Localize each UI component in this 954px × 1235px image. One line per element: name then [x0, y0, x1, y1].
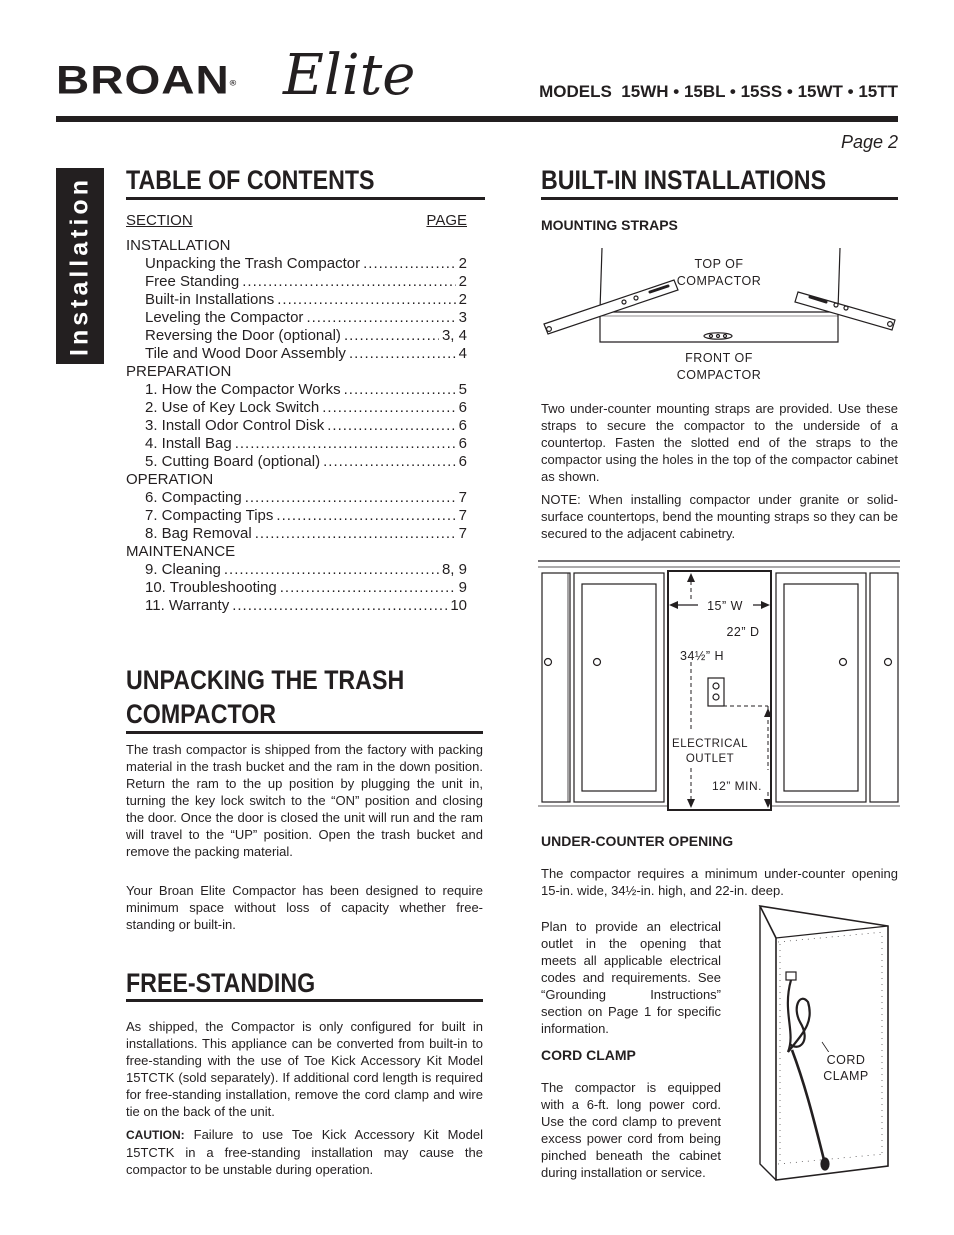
label-front-of-compactor: [660, 350, 778, 383]
toc-section-heading: INSTALLATION: [126, 237, 231, 254]
toc-entry-page: 9: [458, 579, 467, 596]
toc-entry: [126, 345, 467, 363]
toc-entry: [126, 561, 467, 579]
dimension-depth: 22” D: [726, 625, 760, 639]
toc-entry: [126, 381, 467, 399]
models-line: MODELS 15WH • 15BL • 15SS • 15WT • 15TT: [539, 82, 898, 101]
unpacking-title-line2: COMPACTOR: [126, 699, 277, 729]
toc-leader-dots: [344, 381, 456, 399]
toc-entry-page: 6: [458, 417, 467, 434]
toc-leader-dots: [232, 597, 447, 615]
page-number: Page 2: [840, 132, 898, 152]
toc-entry-page: 5: [458, 381, 467, 398]
toc-entry-page: 6: [458, 453, 467, 470]
outlet-label-line2: OUTLET: [685, 753, 735, 765]
toc-leader-dots: [245, 489, 456, 507]
toc-leader-dots: [242, 273, 455, 291]
toc-entry-title: 9. Cleaning: [145, 561, 221, 578]
toc-entry-title: Unpacking the Trash Compactor: [145, 255, 361, 272]
toc-entry-page: 2: [458, 255, 467, 272]
caution-label: CAUTION:: [126, 1128, 185, 1142]
toc-entry: [126, 327, 467, 345]
toc-entry: [126, 525, 467, 543]
toc-entry: [126, 597, 467, 615]
left-cabinet: [542, 573, 664, 802]
toc-leader-dots: [306, 309, 455, 327]
table-of-contents: [126, 212, 467, 615]
left-mounting-strap: [544, 280, 678, 334]
toc-entry-page: 4: [458, 345, 467, 362]
cord-clamp-heading: CORD CLAMP: [541, 1047, 636, 1063]
right-mounting-strap: [795, 292, 895, 330]
toc-entry-page: 6: [458, 435, 467, 452]
compactor-back-diagram: [752, 902, 898, 1184]
toc-entry-title: Built-in Installations: [145, 291, 275, 308]
toc-entry: [126, 273, 467, 291]
toc-entry-page: 7: [458, 489, 467, 506]
header-rule: [56, 116, 898, 122]
toc-leader-dots: [224, 561, 439, 579]
toc-entry-page: 2: [458, 273, 467, 290]
toc-leader-dots: [255, 525, 456, 543]
section-side-tab: [56, 168, 104, 364]
toc-entry-title: 5. Cutting Board (optional): [145, 453, 321, 470]
toc-leader-dots: [363, 255, 456, 273]
label-cord-clamp: [816, 1052, 876, 1084]
toc-entry: [126, 507, 467, 525]
toc-entry-title: 7. Compacting Tips: [145, 507, 274, 524]
mounting-straps-heading: MOUNTING STRAPS: [541, 217, 678, 233]
label-front-line2: COMPACTOR: [676, 368, 762, 382]
toc-leader-dots: [277, 291, 455, 309]
toc-entry-page: 6: [458, 399, 467, 416]
toc-entry: [126, 417, 467, 435]
toc-entry: [126, 435, 467, 453]
toc-entry: [126, 489, 467, 507]
toc-entry: [126, 291, 467, 309]
toc-entry-page: 3: [458, 309, 467, 326]
toc-entry: [126, 399, 467, 417]
toc-leader-dots: [280, 579, 456, 597]
label-front-line1: FRONT OF: [685, 351, 753, 365]
toc-entry-title: 3. Install Odor Control Disk: [145, 417, 325, 434]
elite-logo: Elite: [283, 43, 416, 108]
toc-entry: [126, 309, 467, 327]
toc-leader-dots: [235, 435, 456, 453]
built-in-title: BUILT-IN INSTALLATIONS: [541, 165, 827, 195]
caution-paragraph: [126, 1126, 483, 1178]
toc-title-rule: [126, 197, 485, 200]
unpacking-paragraph-1: The trash compactor is shipped from the factory with packing material in the trash bucket and the ram in the down position. Return the ram to the up position by plugging the unit in, turning the key lock switch to the “ON” position and closing the door. Once the door is closed the unit will run and the ram will travel to the “UP” position. Open the trash bucket and remove the packing material.: [126, 742, 483, 859]
built-in-title-rule: [541, 197, 898, 200]
cord-clamp-paragraph: The compactor is equipped with a 6-ft. long power cord. Use the cord clamp to prevent excess power cord from being pinched beneath the cabinet during installation or service.: [541, 1080, 721, 1180]
toc-entry-page: 7: [458, 525, 467, 542]
toc-title: TABLE OF CONTENTS: [126, 165, 375, 195]
toc-entry-page: 8, 9: [441, 561, 467, 578]
clamp-label-line1: CORD: [826, 1053, 866, 1067]
toc-section-heading: MAINTENANCE: [126, 543, 236, 560]
side-tab-label: Installation: [65, 176, 94, 356]
toc-entry-title: 4. Install Bag: [145, 435, 232, 452]
dimension-height: 34½” H: [680, 649, 724, 663]
free-standing-title-rule: [126, 999, 483, 1002]
caution-text: Failure to use Toe Kick Accessory Kit Model 15TCTK in a free-standing installation may cause the compactor to be unstable during operation.: [126, 1127, 483, 1177]
clamp-label-line2: CLAMP: [823, 1069, 869, 1083]
toc-leader-dots: [322, 399, 455, 417]
label-top-line2: COMPACTOR: [676, 274, 762, 288]
toc-entry-title: Leveling the Compactor: [145, 309, 304, 326]
dimension-min-height: 12” MIN.: [711, 779, 762, 793]
mounting-straps-paragraph: Two under-counter mounting straps are provided. Use these straps to secure the compactor to the underside of a countertop. Fasten the slotted end of the straps to the compactor using the holes in the top of the compactor cabinet as shown.: [541, 401, 898, 484]
brand-name: BROAN: [56, 57, 230, 102]
toc-page-label: PAGE: [426, 212, 467, 229]
free-standing-title: FREE-STANDING: [126, 968, 316, 998]
under-counter-opening-paragraph: The compactor requires a minimum under-counter opening 15-in. wide, 34½-in. high, and 22-in. deep.: [541, 866, 898, 898]
toc-entry-title: 1. How the Compactor Works: [145, 381, 341, 398]
unpacking-paragraph-2: Your Broan Elite Compactor has been designed to require minimum space without loss of capacity whether free-standing or built-in.: [126, 883, 483, 932]
toc-entry-title: Free Standing: [145, 273, 240, 290]
toc-entry: [126, 453, 467, 471]
right-cabinet: [776, 573, 898, 802]
toc-entry-page: 2: [458, 291, 467, 308]
toc-entry-title: Reversing the Door (optional): [145, 327, 341, 344]
toc-entry-page: 7: [458, 507, 467, 524]
toc-header: [126, 212, 467, 230]
toc-entry: [126, 579, 467, 597]
toc-entry-title: 10. Troubleshooting: [145, 579, 277, 596]
toc-leader-dots: [327, 417, 455, 435]
toc-entry-page: 10: [450, 597, 467, 614]
toc-leader-dots: [276, 507, 455, 525]
toc-entry-title: 8. Bag Removal: [145, 525, 252, 542]
label-top-line1: TOP OF: [694, 257, 744, 271]
toc-leader-dots: [344, 327, 439, 345]
toc-entry-title: Tile and Wood Door Assembly: [145, 345, 346, 362]
broan-logo: [56, 58, 237, 101]
outlet-label-line1: ELECTRICAL: [672, 738, 748, 750]
toc-section-label: SECTION: [126, 212, 193, 229]
toc-body: [126, 237, 467, 615]
toc-leader-dots: [349, 345, 456, 363]
toc-entry-page: 3, 4: [441, 327, 467, 344]
outlet-icon: [708, 678, 724, 706]
label-electrical-outlet: [668, 737, 752, 767]
toc-entry: [126, 255, 467, 273]
toc-entry-title: 11. Warranty: [145, 597, 230, 614]
free-standing-paragraph: As shipped, the Compactor is only configured for built in installations. This appliance can be converted from built-in to free-standing with the use of Toe Kick Accessory Kit Model 15TCTK (sold separately). If additional cord length is required for free-standing installation, remove the cord clamp and wire tie on the back of the unit.: [126, 1019, 483, 1119]
electrical-outlet-paragraph: Plan to provide an electrical outlet in the opening that meets all applicable electrical codes and requirements. See “Grounding Instructions” section on Page 1 for specific information.: [541, 919, 721, 1036]
dimension-width: 15” W: [707, 599, 743, 613]
registered-mark: ®: [229, 78, 238, 88]
toc-leader-dots: [323, 453, 456, 471]
toc-section-heading: OPERATION: [126, 471, 214, 488]
mounting-note-paragraph: NOTE: When installing compactor under granite or solid-surface countertops, bend the mounting straps so they can be secured to the adjacent cabinetry.: [541, 492, 898, 541]
label-top-of-compactor: [660, 256, 778, 289]
unpacking-title-line1: UNPACKING THE TRASH: [126, 665, 405, 695]
toc-entry-title: 6. Compacting: [145, 489, 242, 506]
under-counter-opening-heading: UNDER-COUNTER OPENING: [541, 833, 734, 849]
unpacking-title-rule: [126, 731, 483, 734]
toc-section-heading: PREPARATION: [126, 363, 232, 380]
toc-entry-title: 2. Use of Key Lock Switch: [145, 399, 320, 416]
